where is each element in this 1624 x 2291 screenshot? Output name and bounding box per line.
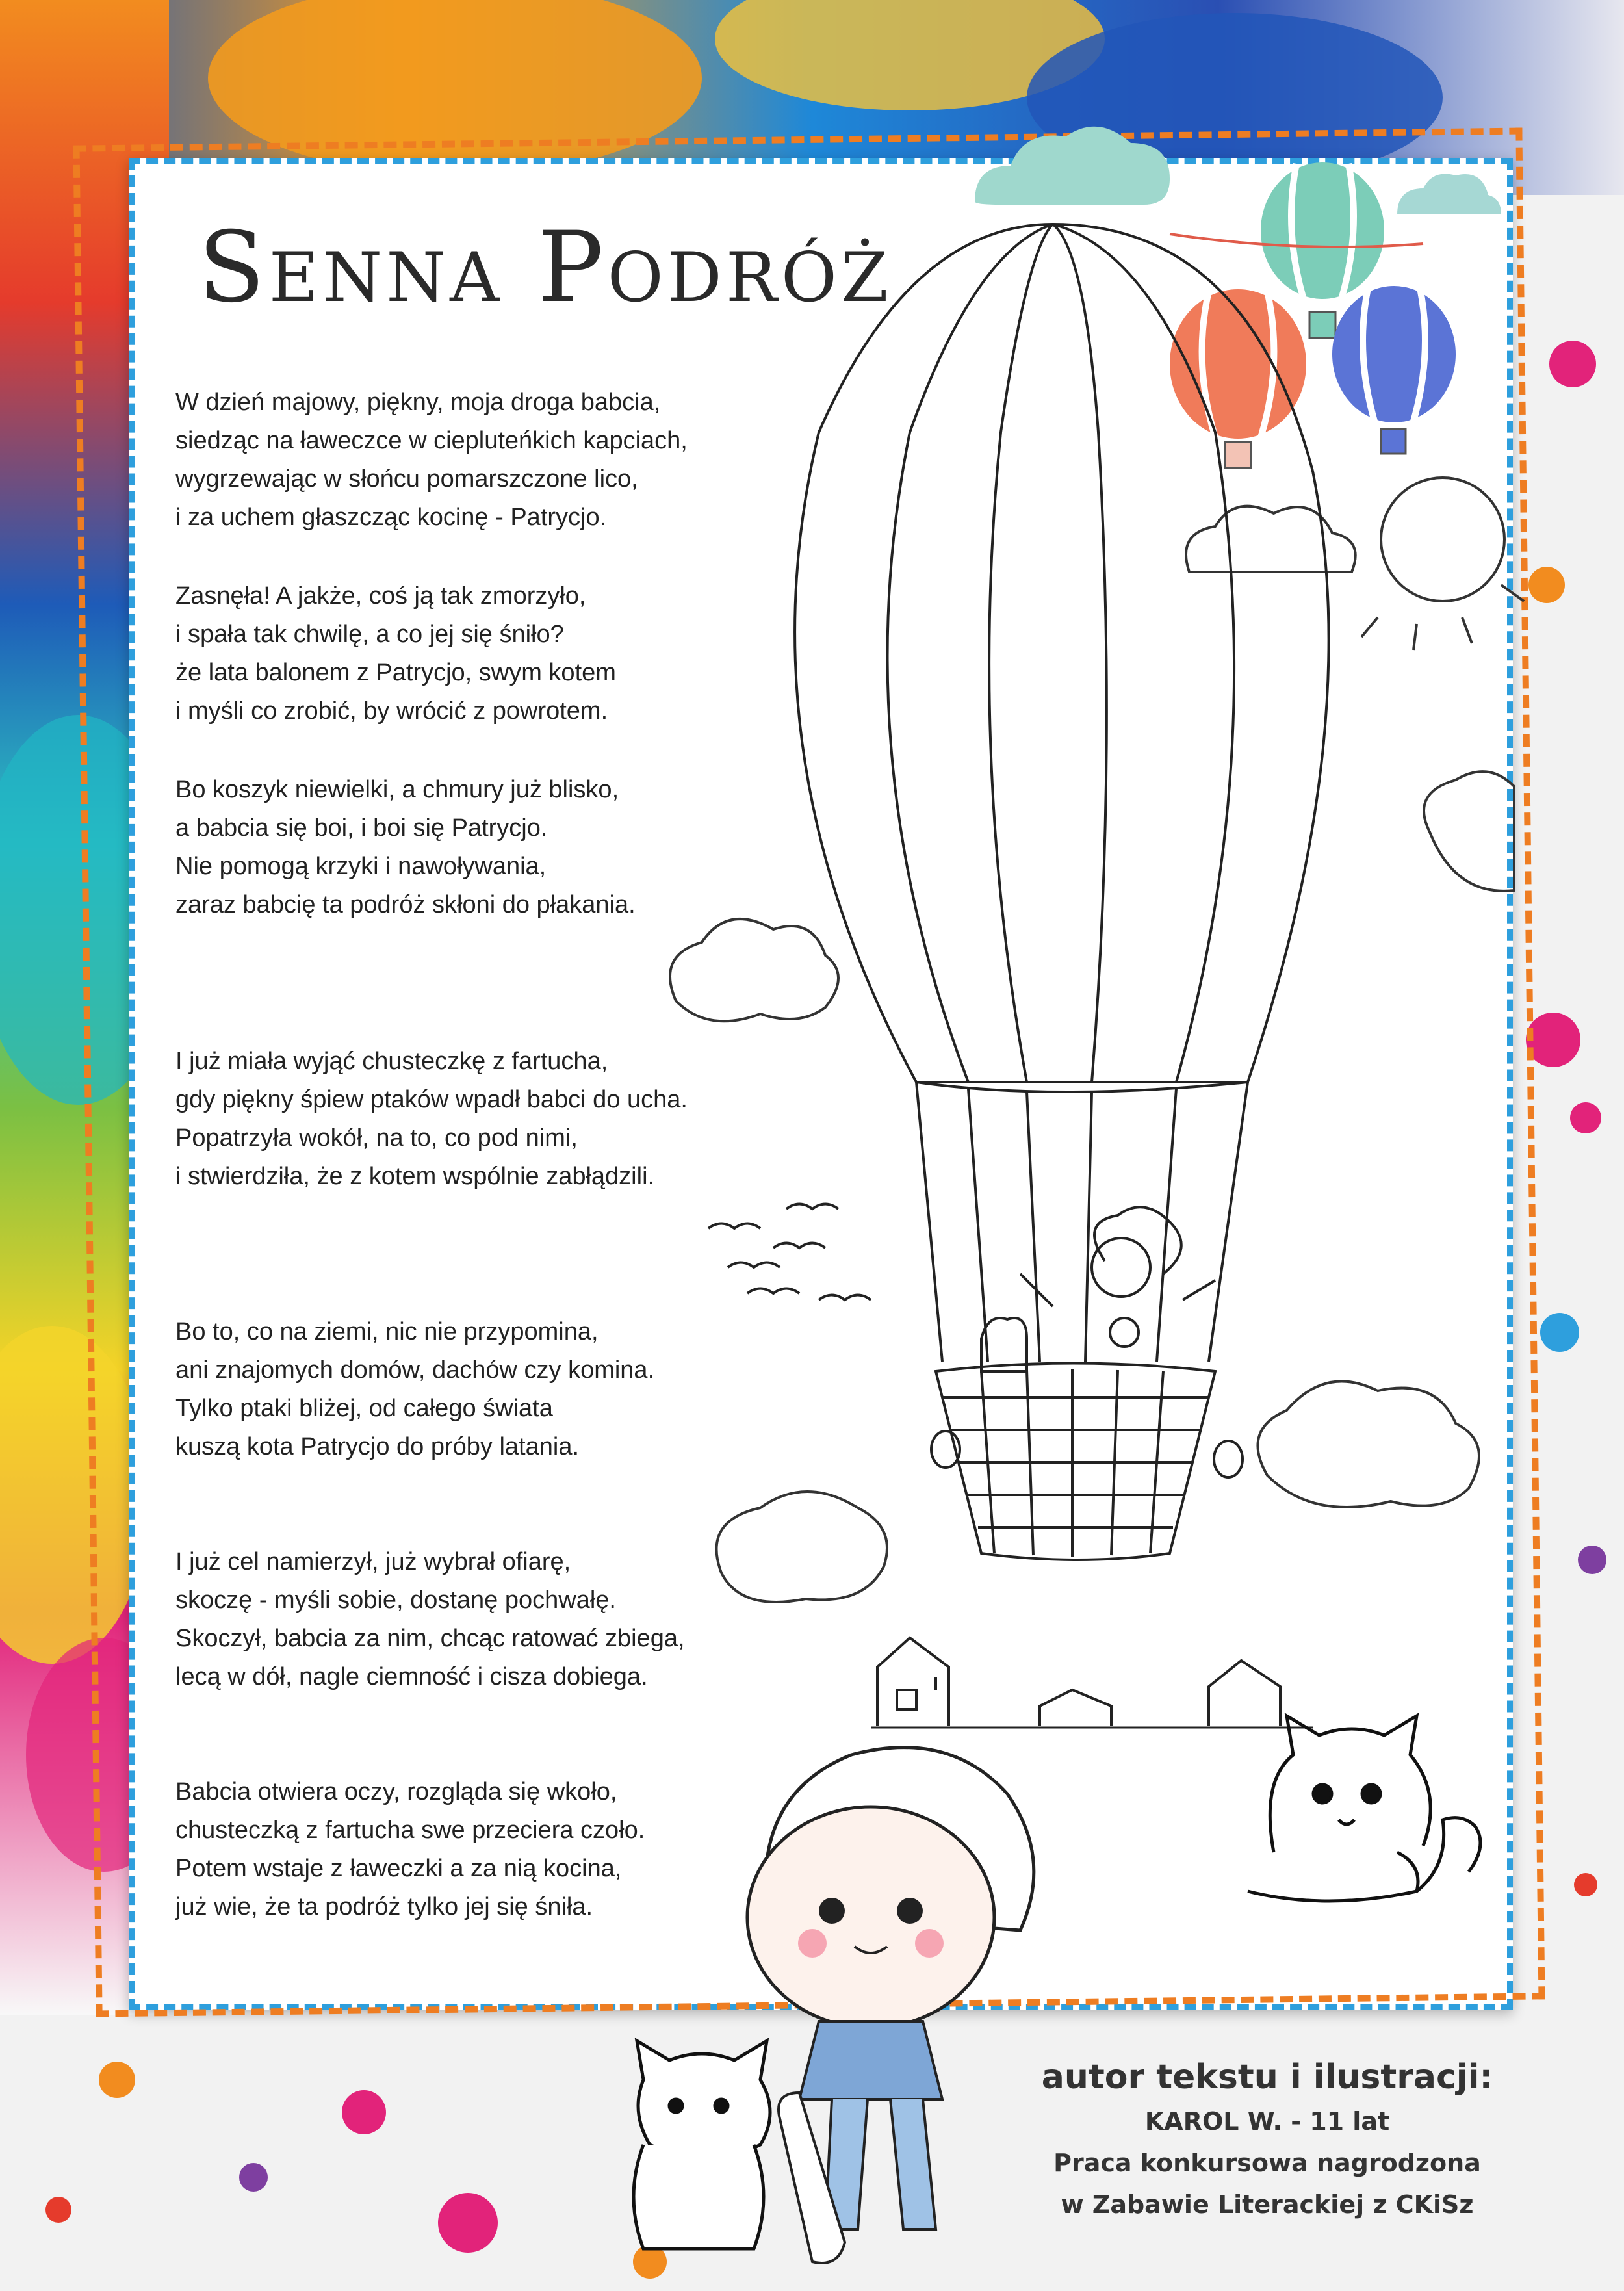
- stanza-2: [175, 577, 825, 731]
- credits-author: KAROL W. - 11 lat: [1144, 2107, 1390, 2136]
- poem-line: lecą w dół, nagle ciemność i cisza dobiega.: [175, 1663, 648, 1690]
- poem-line: Popatrzyła wokół, na to, co pod nimi,: [175, 1124, 578, 1152]
- poem-line: Potem wstaje z ławeczki a za nią kocina,: [175, 1855, 622, 1882]
- poem-line: wygrzewając w słońcu pomarszczone lico,: [175, 465, 638, 493]
- stanza-5: [175, 1313, 825, 1466]
- poem-line: Babcia otwiera oczy, rozgląda się wkoło,: [175, 1778, 617, 1806]
- poem-line: a babcia się boi, i boi się Patrycjo.: [175, 814, 548, 842]
- poem-line: I już miała wyjąć chusteczkę z fartucha,: [175, 1048, 608, 1075]
- author-credits: [988, 2054, 1547, 2225]
- poem-line: siedząc na ławeczce w ciepluteńkich kapciach,: [175, 427, 688, 454]
- poem-line: już wie, że ta podróż tylko jej się śniła.: [175, 1893, 593, 1921]
- poem-line: chusteczką z fartucha swe przeciera czoło.: [175, 1817, 645, 1844]
- credits-heading: autor tekstu i ilustracji:: [1041, 2058, 1493, 2097]
- stanza-6: [175, 1543, 825, 1696]
- poem-line: Skoczył, babcia za nim, chcąc ratować zbiega,: [175, 1625, 685, 1652]
- poem-line: ani znajomych domów, dachów czy komina.: [175, 1356, 655, 1384]
- poem-line: i za uchem głaszcząc kocinę - Patrycjo.: [175, 504, 607, 531]
- stanza-1: [175, 383, 825, 537]
- poem-line: Nie pomogą krzyki i nawoływania,: [175, 853, 547, 880]
- stanza-7: [175, 1773, 825, 1926]
- credits-award: Praca konkursowa nagrodzona: [1053, 2149, 1481, 2177]
- poem-line: i myśli co zrobić, by wrócić z powrotem.: [175, 697, 608, 725]
- credits-contest: w Zabawie Literackiej z CKiSz: [1061, 2190, 1474, 2219]
- stanza-3: [175, 771, 825, 924]
- poem-line: W dzień majowy, piękny, moja droga babcia,: [175, 389, 661, 416]
- poem-line: kuszą kota Patrycjo do próby latania.: [175, 1433, 580, 1460]
- poem-title: Senna Podróż: [198, 211, 892, 324]
- poem-line: że lata balonem z Patrycjo, swym kotem: [175, 659, 616, 686]
- stanza-4: [175, 1042, 825, 1196]
- poem-line: Tylko ptaki bliżej, od całego świata: [175, 1395, 553, 1422]
- poem-line: skoczę - myśli sobie, dostanę pochwałę.: [175, 1586, 616, 1614]
- poem-line: Bo koszyk niewielki, a chmury już blisko,: [175, 776, 619, 803]
- poem-line: i spała tak chwilę, a co jej się śniło?: [175, 621, 564, 648]
- poem-line: I już cel namierzył, już wybrał ofiarę,: [175, 1548, 571, 1575]
- poem-line: zaraz babcię ta podróż skłoni do płakania.: [175, 891, 636, 918]
- poem-line: Zasnęła! A jakże, coś ją tak zmorzyło,: [175, 582, 586, 610]
- poem-line: Bo to, co na ziemi, nic nie przypomina,: [175, 1318, 599, 1345]
- poem-line: gdy piękny śpiew ptaków wpadł babci do ucha.: [175, 1086, 688, 1113]
- poem-line: i stwierdziła, że z kotem wspólnie zabłądzili.: [175, 1163, 655, 1190]
